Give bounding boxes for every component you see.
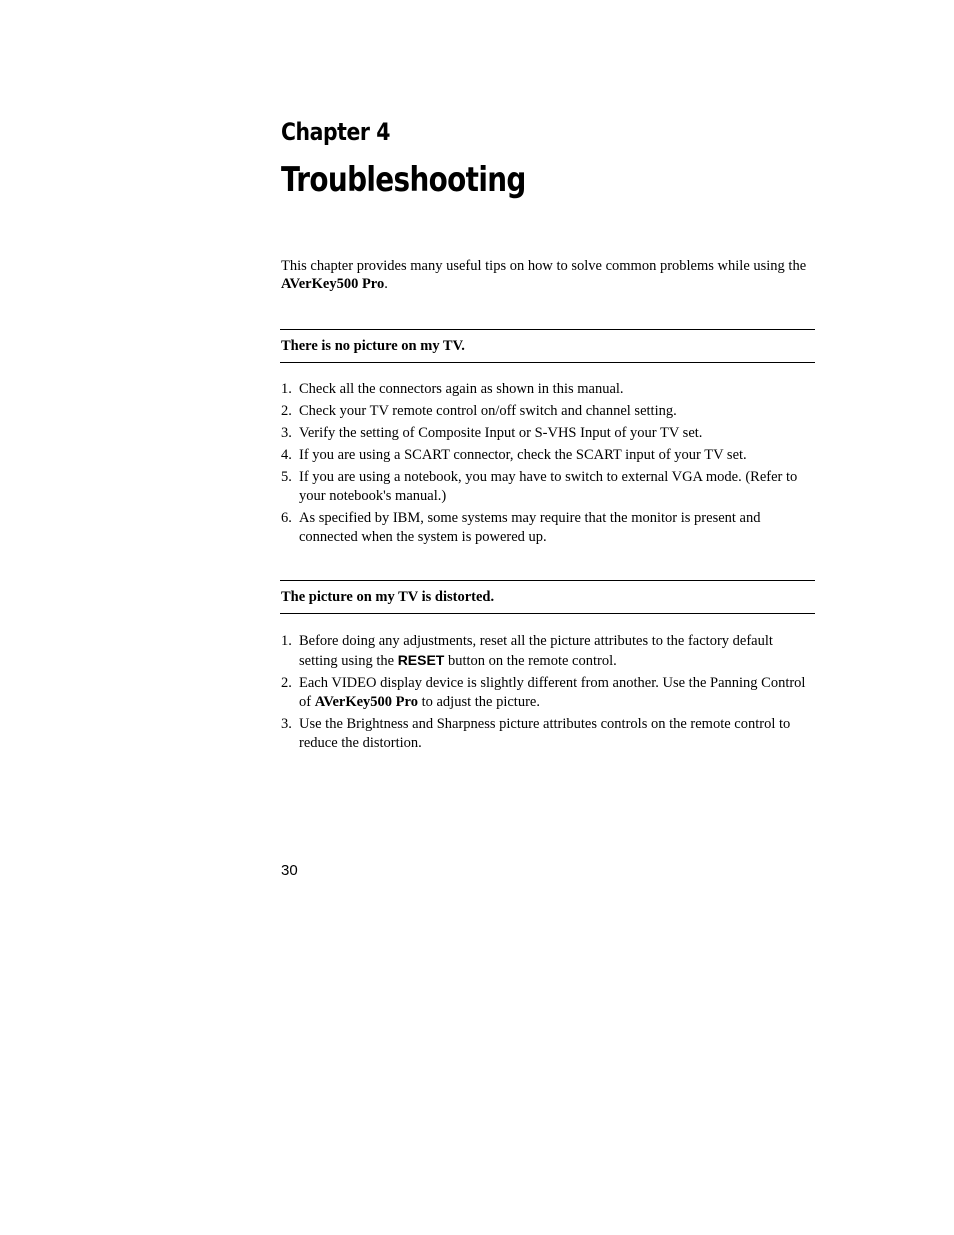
product-name: AVerKey500 Pro [281, 276, 385, 292]
no-picture-tips-list [281, 380, 815, 550]
section-heading: The picture on my TV is distorted. [281, 589, 495, 605]
item-number: 4. [281, 447, 292, 463]
intro-paragraph [281, 257, 815, 293]
item-text: Verify the setting of Composite Input or S-VHS Input of your TV set. [299, 425, 703, 441]
item-number: 1. [281, 381, 292, 397]
section-header-no-picture [280, 329, 815, 363]
item-text: If you are using a SCART connector, check the SCART input of your TV set. [299, 447, 747, 463]
intro-period: . [384, 276, 388, 292]
item-number: 2. [281, 403, 292, 419]
item-number: 5. [281, 469, 292, 485]
intro-text: This chapter provides many useful tips on how to solve common problems while using the [281, 258, 807, 274]
item-number: 6. [281, 510, 292, 526]
item-text: If you are using a notebook, you may have to switch to external VGA mode. (Refer to your notebook's manual.) [299, 469, 798, 504]
reset-button-label: RESET [397, 652, 445, 668]
list-item [281, 402, 815, 421]
section-heading: There is no picture on my TV. [281, 338, 465, 354]
item-text: Check all the connectors again as shown in this manual. [299, 381, 624, 397]
list-item [281, 632, 815, 671]
list-item [281, 674, 815, 712]
item-text: Use the Brightness and Sharpness picture attributes controls on the remote control to reduce the distortion. [299, 716, 791, 751]
item-text-end: to adjust the picture. [417, 694, 540, 710]
list-item [281, 424, 815, 443]
chapter-title: Troubleshooting [281, 160, 526, 200]
chapter-label: Chapter 4 [281, 118, 390, 146]
list-item [281, 446, 815, 465]
page-number: 30 [281, 862, 298, 879]
product-name: AVerKey500 Pro [314, 694, 418, 710]
item-text-end: button on the remote control. [444, 653, 617, 669]
distorted-tips-list [281, 632, 815, 756]
item-text: As specified by IBM, some systems may require that the monitor is present and connected when the system is powered up. [299, 510, 761, 545]
item-number: 3. [281, 425, 292, 441]
item-text: Each VIDEO display device is slightly different from another. Use the Panning Control of [299, 675, 806, 710]
item-number: 3. [281, 716, 292, 732]
list-item [281, 509, 815, 547]
item-text: Before doing any adjustments, reset all the picture attributes to the factory default setting using the [299, 633, 773, 669]
item-number: 1. [281, 633, 292, 649]
item-number: 2. [281, 675, 292, 691]
list-item [281, 468, 815, 506]
list-item [281, 715, 815, 753]
item-text: Check your TV remote control on/off switch and channel setting. [299, 403, 677, 419]
list-item [281, 380, 815, 399]
section-header-distorted [280, 580, 815, 614]
